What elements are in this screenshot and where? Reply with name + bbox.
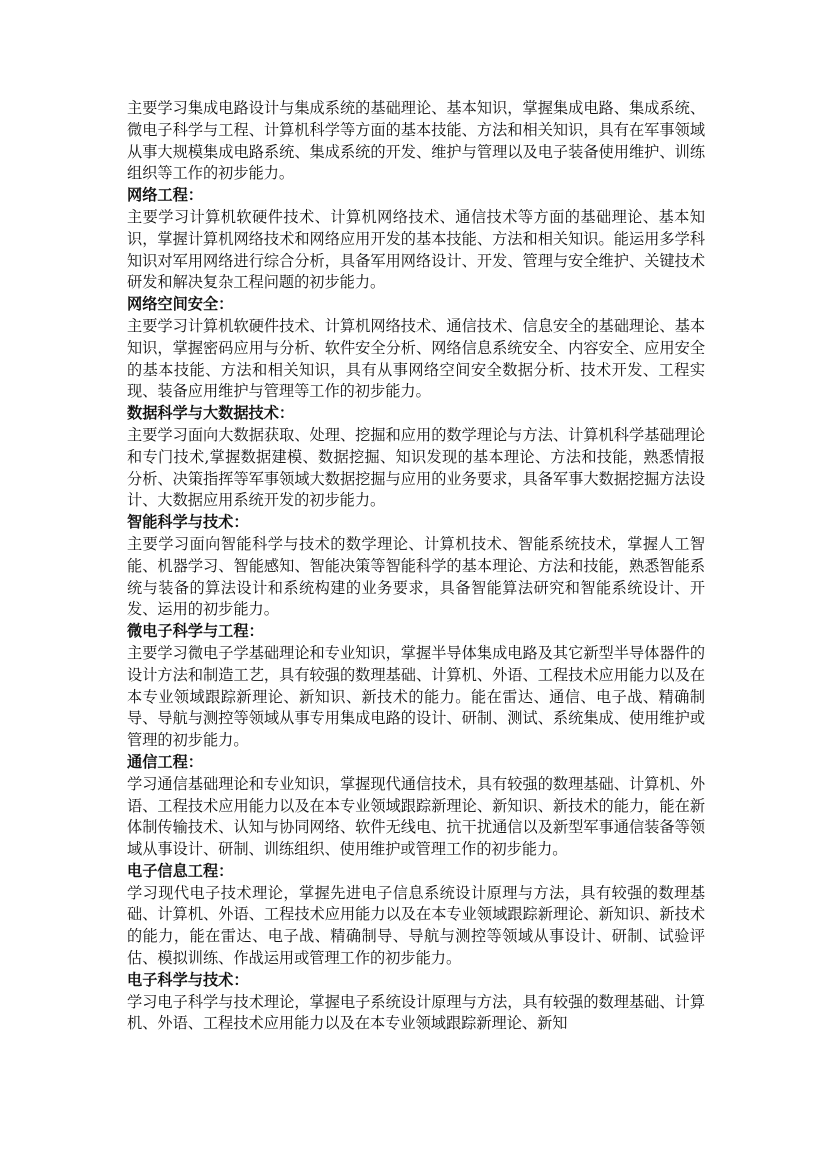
- section-heading-data-science: 数据科学与大数据技术：: [127, 404, 295, 423]
- section-text-communication-engineering: 学习通信基础理论和专业知识，掌握现代通信技术，具有较强的数理基础、计算机、外语、工程技术应用能力以及在本专业领域跟踪新理论、新知识、新技术的能力，能在新体制传输技术、认知与协同网络、软件无线电、抗干扰通信以及新型军事通信装备等领域从事设计、研制、训练组织、使用维护或管理工作的初步能力。: [127, 774, 705, 859]
- section-heading-intelligent-science: 智能科学与技术：: [127, 513, 249, 532]
- intro-paragraph: 主要学习集成电路设计与集成系统的基础理论、基本知识，掌握集成电路、集成系统、微电子科学与工程、计算机科学等方面的基本技能、方法和相关知识，具有在军事领域从事大规模集成电路系统、集成系统的开发、维护与管理以及电子装备使用维护、训练组织等工作的初步能力。: [127, 99, 705, 183]
- section-heading-microelectronics: 微电子科学与工程：: [127, 622, 264, 641]
- section-text-data-science: 主要学习面向大数据获取、处理、挖掘和应用的数学理论与方法、计算机科学基础理论和专门技术,掌握数据建模、数据挖掘、知识发现的基本理论、方法和技能，熟悉情报分析、决策指挥等军事领域大数据挖掘与应用的业务要求，具备军事大数据挖掘方法设计、大数据应用系统开发的初步能力。: [127, 425, 705, 510]
- document-page: [127, 98, 705, 1035]
- section-text-microelectronics: 主要学习微电子学基础理论和专业知识，掌握半导体集成电路及其它新型半导体器件的设计方法和制造工艺，具有较强的数理基础、计算机、外语、工程技术应用能力以及在本专业领域跟踪新理论、新知识、新技术的能力。能在雷达、通信、电子战、精确制导、导航与测控等领域从事专用集成电路的设计、研制、测试、系统集成、使用维护或管理的初步能力。: [127, 643, 705, 750]
- section-text-electronic-science: 学习电子科学与技术理论，掌握电子系统设计原理与方法，具有较强的数理基础、计算机、外语、工程技术应用能力以及在本专业领域跟踪新理论、新知: [127, 992, 705, 1033]
- section-text-cyberspace-security: 主要学习计算机软硬件技术、计算机网络技术、通信技术、信息安全的基础理论、基本知识，掌握密码应用与分析、软件安全分析、网络信息系统安全、内容安全、应用安全的基本技能、方法和相关知识，具有从事网络空间安全数据分析、技术开发、工程实现、装备应用维护与管理等工作的初步能力。: [127, 316, 705, 401]
- section-heading-cyberspace-security: 网络空间安全：: [127, 295, 234, 314]
- section-text-network-engineering: 主要学习计算机软硬件技术、计算机网络技术、通信技术等方面的基础理论、基本知识，掌握计算机网络技术和网络应用开发的基本技能、方法和相关知识。能运用多学科知识对军用网络进行综合分析，具备军用网络设计、开发、管理与安全维护、关键技术研发和解决复杂工程问题的初步能力。: [127, 207, 705, 292]
- section-heading-network-engineering: 网络工程：: [127, 186, 203, 205]
- section-text-electronic-information: 学习现代电子技术理论，掌握先进电子信息系统设计原理与方法，具有较强的数理基础、计算机、外语、工程技术应用能力以及在本专业领域跟踪新理论、新知识、新技术的能力，能在雷达、电子战、精确制导、导航与测控等领域从事设计、研制、试验评估、模拟训练、作战运用或管理工作的初步能力。: [127, 883, 705, 968]
- section-heading-electronic-science: 电子科学与技术：: [127, 970, 249, 989]
- section-text-intelligent-science: 主要学习面向智能科学与技术的数学理论、计算机技术、智能系统技术，掌握人工智能、机器学习、智能感知、智能决策等智能科学的基本理论、方法和技能，熟悉智能系统与装备的算法设计和系统构建的业务要求，具备智能算法研究和智能系统设计、开发、运用的初步能力。: [127, 534, 705, 619]
- section-heading-communication-engineering: 通信工程：: [127, 752, 203, 771]
- section-heading-electronic-information: 电子信息工程：: [127, 861, 234, 880]
